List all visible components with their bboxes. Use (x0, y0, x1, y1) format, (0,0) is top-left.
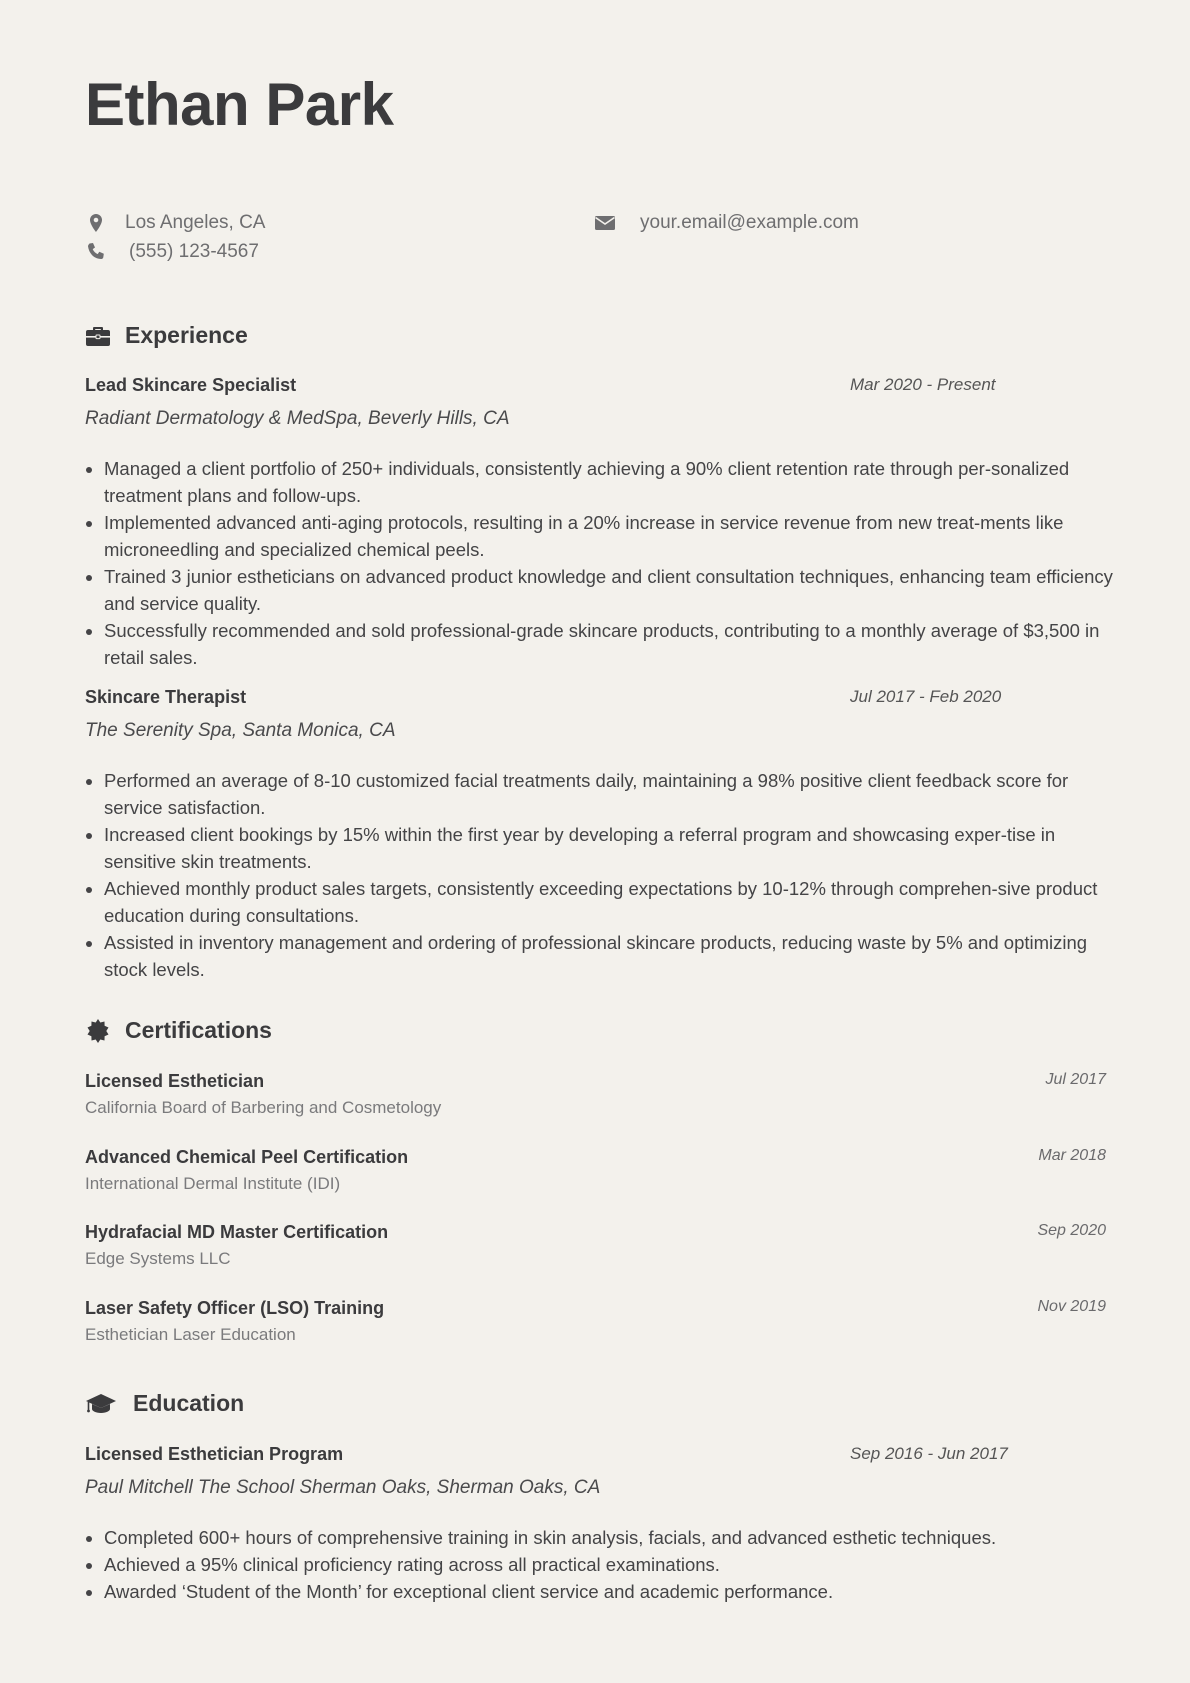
job-organization: The Serenity Spa, Santa Monica, CA (85, 720, 396, 741)
certification-title: Laser Safety Officer (LSO) Training (85, 1298, 385, 1318)
list-item: • Achieved monthly product sales targets, consistently exceeding expectations by 10-12% through comprehen-sive product education during consultations. (104, 875, 1124, 929)
job-date: Jul 2017 - Feb 2020 (850, 687, 1002, 706)
contact-location (85, 212, 265, 234)
candidate-name: Ethan Park (85, 71, 394, 138)
job-title: Lead Skincare Specialist (85, 375, 297, 395)
job-bullets (85, 767, 1124, 983)
certification-issuer: International Dermal Institute (IDI) (85, 1174, 341, 1193)
envelope-icon (594, 212, 616, 234)
list-item: • Managed a client portfolio of 250+ individuals, consistently achieving a 90% client retention rate through per-sonalized treatment plans and follow-ups. (104, 455, 1124, 509)
certification-date: Mar 2018 (1038, 1147, 1106, 1164)
certifications-section-heading: Certifications (85, 1017, 272, 1044)
phone-icon (85, 241, 107, 263)
job-organization: Radiant Dermatology & MedSpa, Beverly Hills, CA (85, 408, 510, 429)
certification-item (85, 1147, 1106, 1194)
certification-date: Jul 2017 (1045, 1071, 1106, 1088)
list-item: • Increased client bookings by 15% within the first year by developing a referral program and showcasing exper-tise in sensitive skin treatments. (104, 821, 1124, 875)
graduation-cap-icon (85, 1391, 117, 1417)
contact-email (594, 212, 859, 234)
certification-title: Licensed Esthetician (85, 1071, 265, 1091)
list-item: • Trained 3 junior estheticians on advanced product knowledge and client consultation techniques, enhancing team efficiency and service quality. (104, 563, 1124, 617)
list-item: • Performed an average of 8-10 customized facial treatments daily, maintaining a 98% positive client feedback score for service satisfaction. (104, 767, 1124, 821)
education-bullets (85, 1524, 1124, 1605)
certification-item (85, 1298, 1106, 1345)
list-item: • Successfully recommended and sold professional-grade skincare products, contributing to a monthly average of $3,500 in retail sales. (104, 617, 1124, 671)
education-school: Paul Mitchell The School Sherman Oaks, Sherman Oaks, CA (85, 1477, 601, 1498)
certification-title: Hydrafacial MD Master Certification (85, 1222, 389, 1242)
certificate-icon (85, 1018, 111, 1044)
certification-issuer: Esthetician Laser Education (85, 1325, 296, 1344)
map-marker-icon (85, 212, 107, 234)
education-section-heading: Education (85, 1390, 244, 1417)
job-date: Mar 2020 - Present (850, 375, 996, 394)
certification-date: Nov 2019 (1037, 1298, 1106, 1315)
email-text: your.email@example.com (640, 212, 859, 233)
certification-item (85, 1071, 1106, 1118)
contact-phone (85, 241, 259, 263)
list-item: • Achieved a 95% clinical proficiency rating across all practical examinations. (104, 1551, 1124, 1578)
list-item: • Awarded ‘Student of the Month’ for exceptional client service and academic performance. (104, 1578, 1124, 1605)
list-item: • Implemented advanced anti-aging protocols, resulting in a 20% increase in service revenue from new treat-ments like microneedling and specialized chemical peels. (104, 509, 1124, 563)
list-item: • Assisted in inventory management and ordering of professional skincare products, reducing waste by 5% and optimizing stock levels. (104, 929, 1124, 983)
list-item: • Completed 600+ hours of comprehensive training in skin analysis, facials, and advanced esthetic techniques. (104, 1524, 1124, 1551)
certification-item (85, 1222, 1106, 1269)
briefcase-icon (85, 323, 111, 349)
education-date: Sep 2016 - Jun 2017 (850, 1444, 1008, 1463)
job-bullets (85, 455, 1124, 671)
location-text: Los Angeles, CA (125, 212, 266, 233)
job-title: Skincare Therapist (85, 687, 247, 707)
education-title: Licensed Esthetician Program (85, 1444, 344, 1464)
experience-section-heading: Experience (85, 322, 248, 349)
certification-date: Sep 2020 (1037, 1222, 1106, 1239)
phone-text: (555) 123-4567 (129, 241, 259, 262)
certification-issuer: California Board of Barbering and Cosmetology (85, 1098, 442, 1117)
certification-title: Advanced Chemical Peel Certification (85, 1147, 409, 1167)
certification-issuer: Edge Systems LLC (85, 1249, 231, 1268)
